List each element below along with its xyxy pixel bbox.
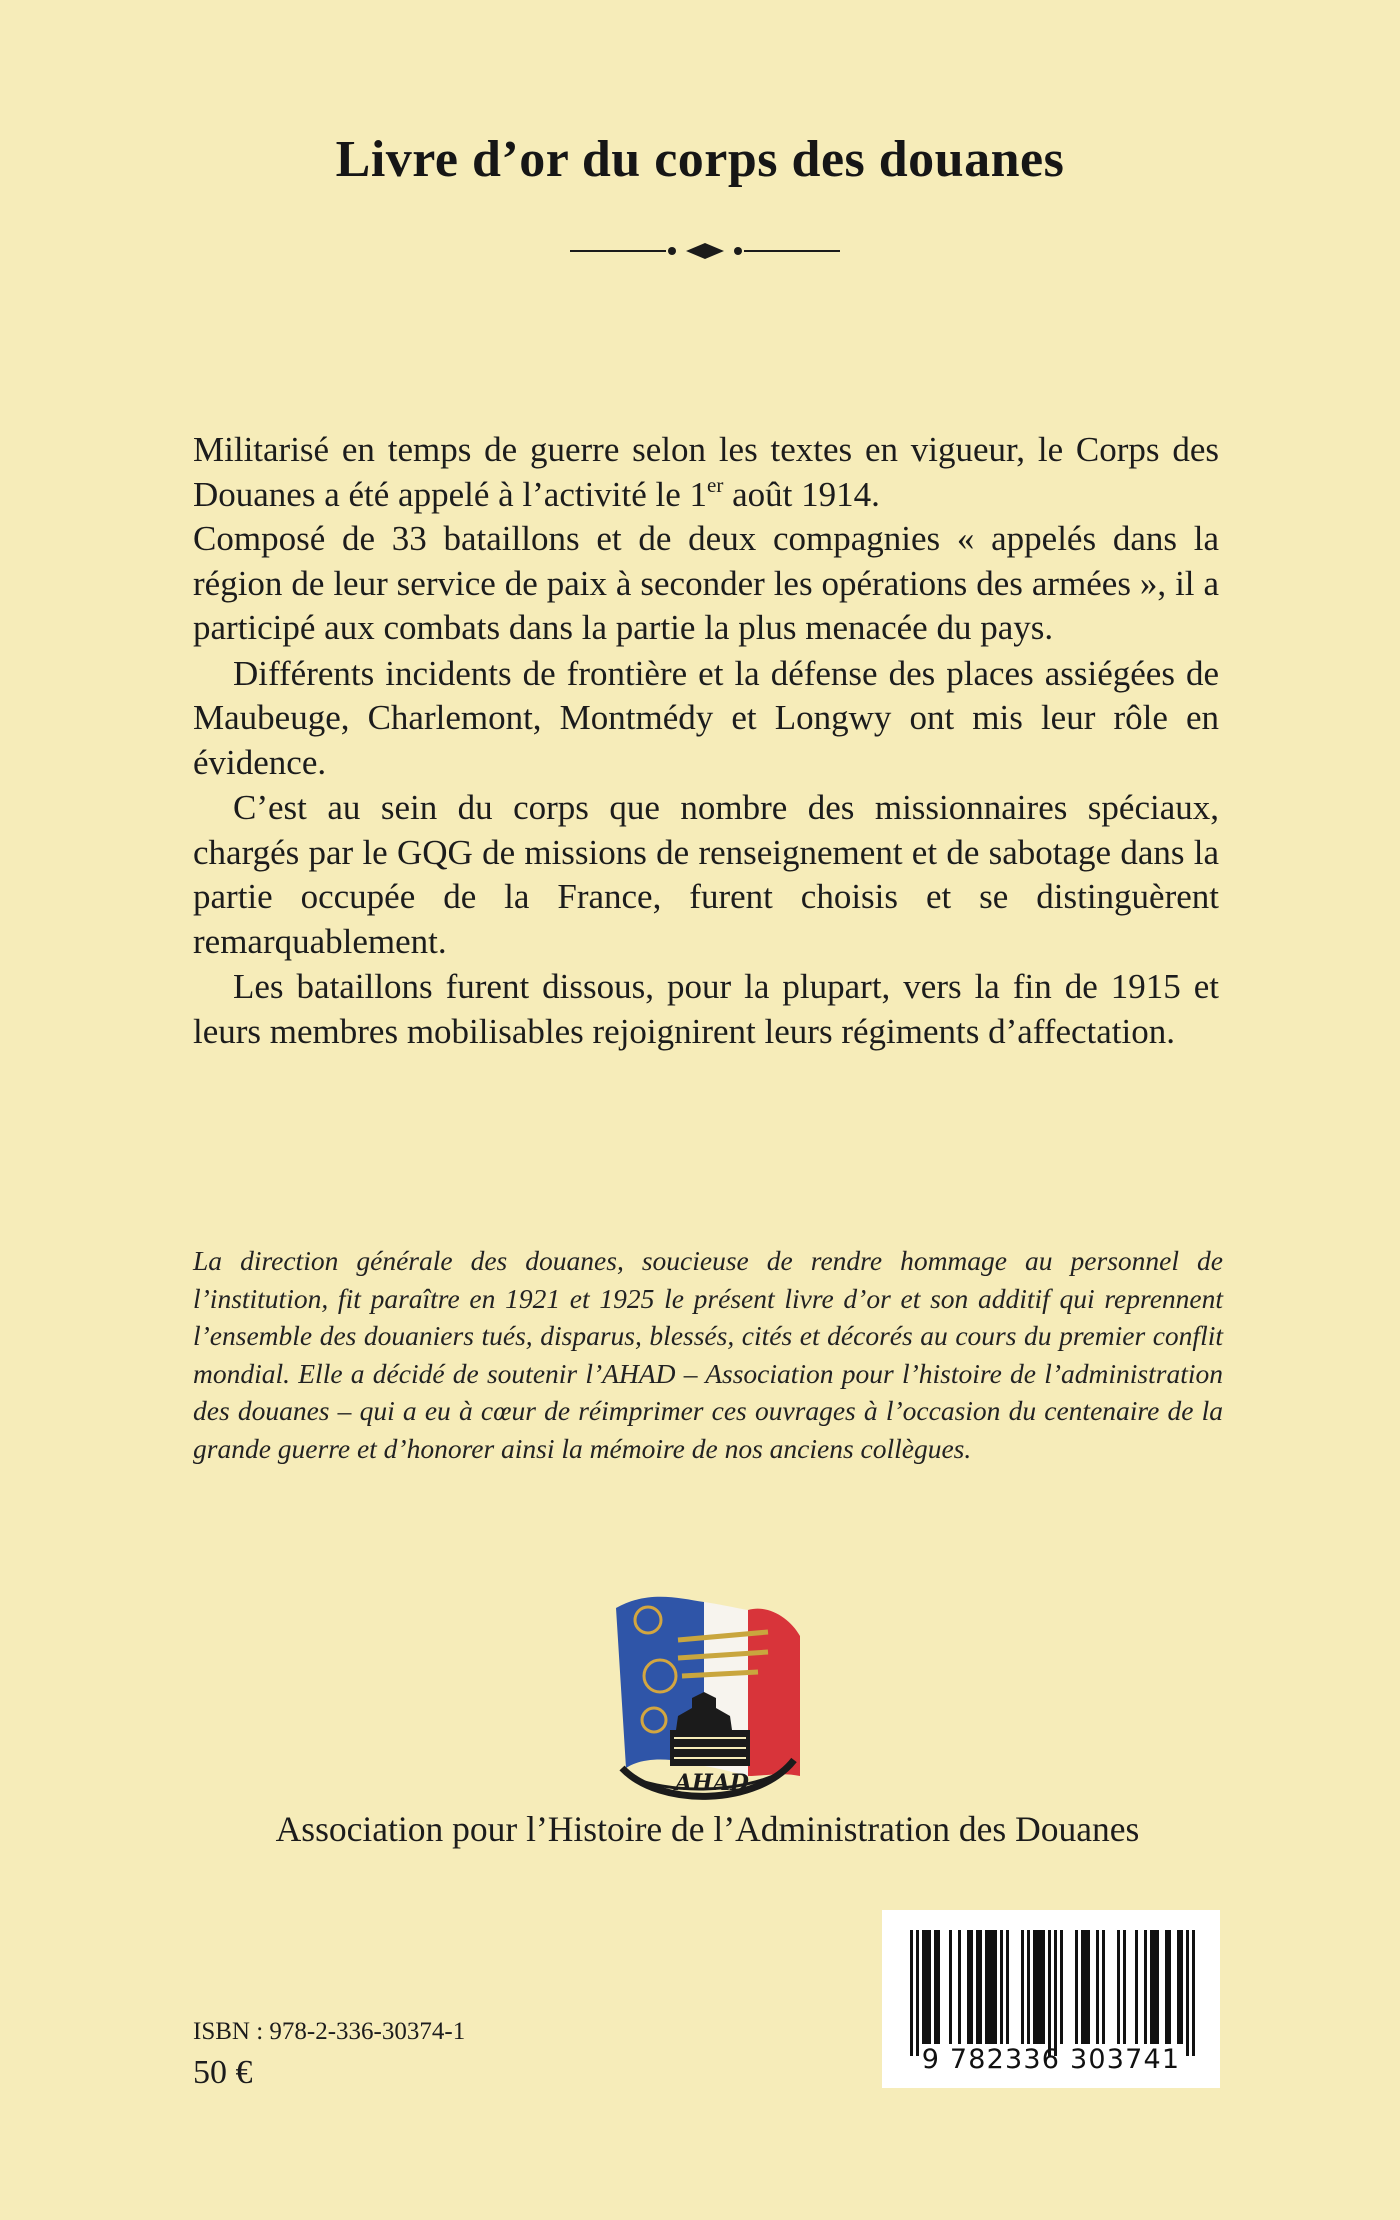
barcode-bar — [1087, 1930, 1090, 2044]
main-text — [193, 428, 1219, 1054]
barcode-bar — [1000, 1930, 1003, 2044]
barcode-bar — [976, 1930, 979, 2044]
barcode-bar — [1060, 1930, 1063, 2044]
barcode-bar — [1021, 1930, 1024, 2044]
barcode-bar — [1084, 1930, 1087, 2044]
logo-lettering: AHAD — [674, 1770, 750, 1796]
barcode-bar — [1165, 1930, 1168, 2044]
barcode-bar — [988, 1930, 991, 2044]
paragraph-2: Composé de 33 bataillons et de deux compagnies « appelés dans la région de leur service de paix à seconder les opérations des armées », il a participé aux combats dans la partie la plus menacée du pays. — [193, 519, 1219, 647]
barcode-bar — [1150, 1930, 1153, 2044]
barcode-bar — [1153, 1930, 1156, 2044]
barcode-bar — [1036, 1930, 1039, 2044]
association-name: Association pour l’Histoire de l’Administration des Douanes — [275, 1809, 1140, 1849]
barcode-bar — [1123, 1930, 1126, 2044]
barcode-bar — [916, 1930, 919, 2056]
barcode-bar — [1102, 1930, 1105, 2044]
barcode-bar — [910, 1930, 913, 2056]
isbn: ISBN : 978-2-336-30374-1 — [193, 2018, 466, 2045]
barcode-bar — [1096, 1930, 1099, 2044]
barcode-bar — [1117, 1930, 1120, 2044]
barcode-bar — [1156, 1930, 1159, 2044]
barcode-bar — [1027, 1930, 1030, 2044]
barcode-bar — [949, 1930, 952, 2044]
book-title: Livre d’or du corps des douanes — [335, 131, 1065, 188]
barcode-bar — [994, 1930, 997, 2044]
paragraph-5: Les bataillons furent dissous, pour la plupart, vers la fin de 1915 et leurs membres mobilisables rejoignirent leurs régiments d’affectation. — [193, 967, 1219, 1051]
barcode-bar — [925, 1930, 928, 2044]
barcode-bar — [985, 1930, 988, 2044]
paragraph-1: Militarisé en temps de guerre selon les textes en vigueur, le Corps des Douanes a été appelé à l’activité le 1er août 1914. — [193, 430, 1219, 514]
barcode-bar — [1168, 1930, 1171, 2044]
barcode-bar — [1054, 1930, 1057, 2056]
barcode-bar — [1186, 1930, 1189, 2056]
barcode-bar — [958, 1930, 961, 2044]
barcode-bar — [937, 1930, 940, 2044]
barcode-bar — [1039, 1930, 1042, 2044]
barcode-bar — [1135, 1930, 1138, 2044]
barcode-bar — [967, 1930, 970, 2044]
barcode-bar — [1180, 1930, 1183, 2044]
price: 50 € — [193, 2054, 253, 2091]
barcode-bar — [1081, 1930, 1084, 2044]
barcode-bar — [1006, 1930, 1009, 2044]
barcode-bar — [1144, 1930, 1147, 2044]
barcode-bar — [922, 1930, 925, 2044]
barcode-bar — [991, 1930, 994, 2044]
barcode-bar — [1048, 1930, 1051, 2056]
paragraph-4: C’est au sein du corps que nombre des missionnaires spéciaux, chargés par le GQG de missions de renseignement et de sabotage dans la partie occupée de la France, furent choisis et se distinguèrent remarquablement. — [193, 788, 1219, 961]
barcode — [882, 1910, 1220, 2088]
barcode-bar — [928, 1930, 931, 2044]
barcode-bar — [1075, 1930, 1078, 2044]
barcode-bar — [934, 1930, 937, 2044]
ahad-logo — [608, 1580, 808, 1810]
barcode-bar — [970, 1930, 973, 2044]
paragraph-3: Différents incidents de frontière et la défense des places assiégées de Maubeuge, Charlemont, Montmédy et Longwy ont mis leur rôle en évidence. — [193, 653, 1219, 782]
ornament-divider — [570, 236, 840, 266]
barcode-bar — [1042, 1930, 1045, 2044]
italic-note: La direction générale des douanes, soucieuse de rendre hommage au personnel de l’institution, fit paraître en 1921 et 1925 le présent livre d’or et son additif qui reprennent l’ensemble des douaniers tués, disparus, blessés, cités et décorés au cours du premier conflit mondial. Elle a décidé de soutenir l’AHAD – Association pour l’histoire de l’administration des douanes – qui a eu à cœur de réimprimer ces ouvrages à l’occasion du centenaire de la grande guerre et d’honorer ainsi la mémoire de nos anciens collègues. — [193, 1245, 1223, 1464]
barcode-bar — [1192, 1930, 1195, 2056]
barcode-bar — [1033, 1930, 1036, 2044]
barcode-bar — [979, 1930, 982, 2044]
barcode-digits: 9 782336 303741 — [921, 2044, 1181, 2075]
barcode-bar — [1177, 1930, 1180, 2044]
